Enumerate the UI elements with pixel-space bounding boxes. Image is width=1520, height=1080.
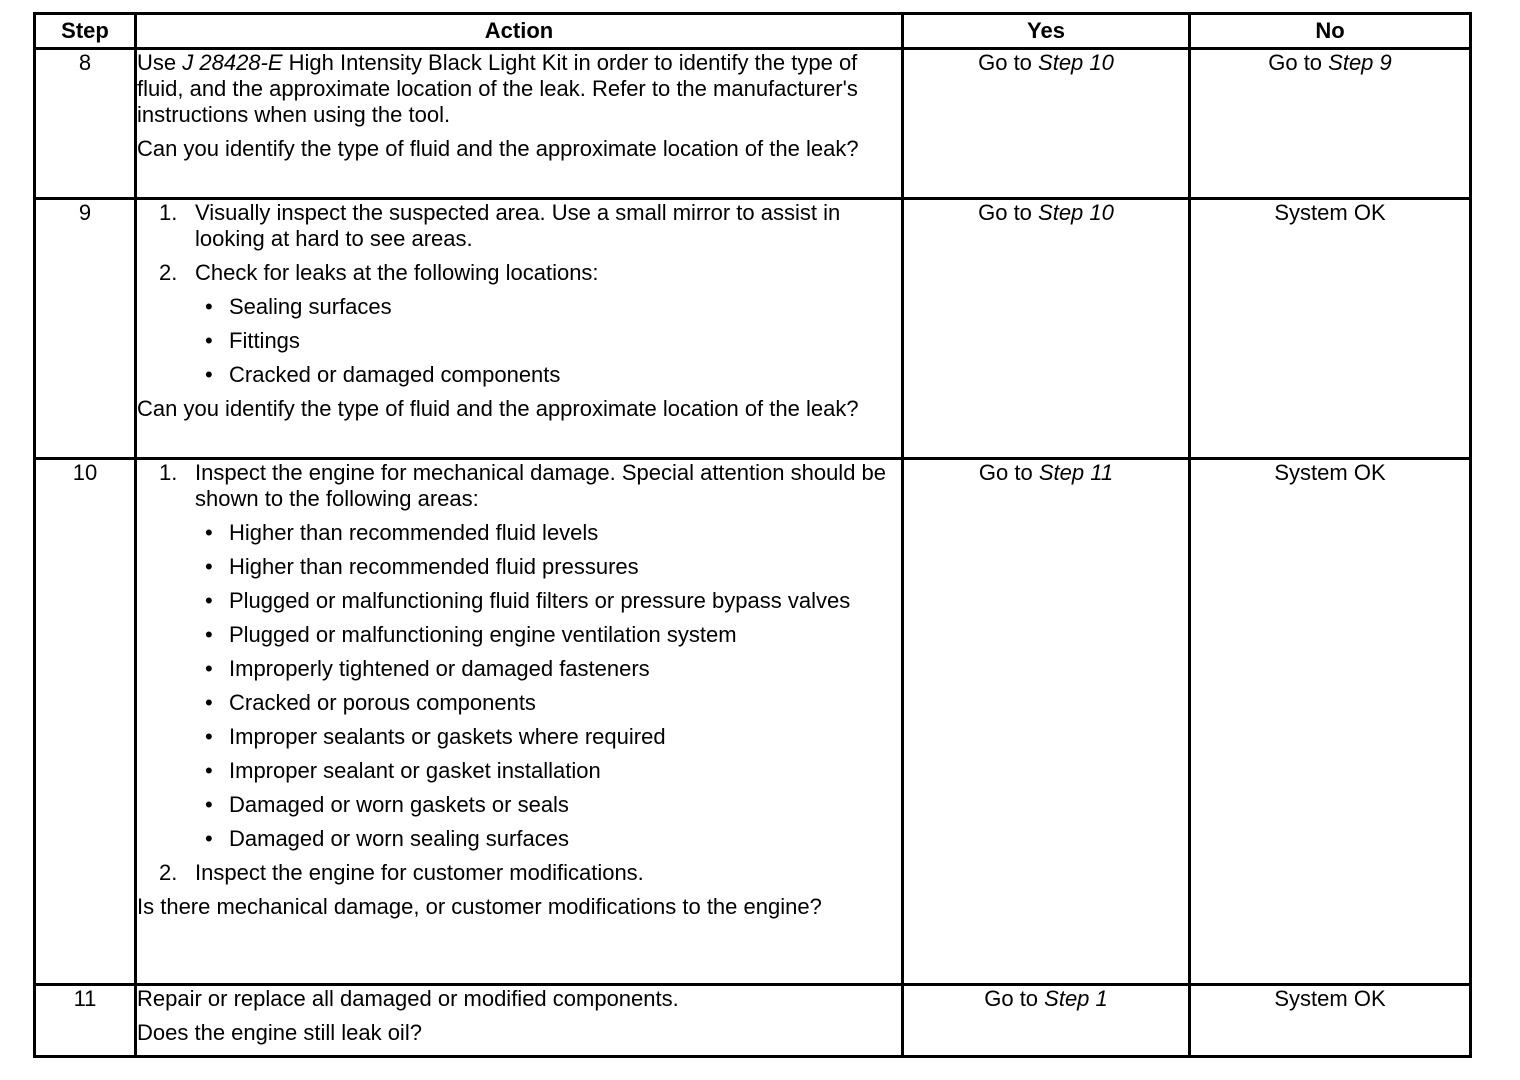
bullet-item: • Higher than recommended fluid levels [205, 520, 599, 545]
bullet-icon: • [205, 690, 213, 715]
step-number: 9 [35, 199, 136, 459]
bullet-item: • Plugged or malfunctioning engine ventilation system [205, 622, 737, 647]
table-row-step-11 [35, 985, 1471, 1057]
bullet-item: • Damaged or worn sealing surfaces [205, 826, 569, 851]
bullet-icon: • [205, 792, 213, 817]
table-row-step-10 [35, 459, 1471, 985]
bullet-icon: • [205, 362, 213, 387]
no-result: System OK [1190, 459, 1471, 985]
instruction-text: Use J 28428-E High Intensity Black Light Kit in order to identify the type of fluid, and the approximate location of the leak. Refer to the manufacturer's instructions when using the tool. [137, 50, 858, 127]
header-no: No [1190, 14, 1471, 49]
bullet-icon: • [205, 724, 213, 749]
bullet-item: • Damaged or worn gaskets or seals [205, 792, 569, 817]
bullet-icon: • [205, 622, 213, 647]
step-number: 11 [35, 985, 136, 1057]
bullet-icon: • [205, 294, 213, 319]
numbered-item: 2. Check for leaks at the following locations: [159, 260, 599, 285]
numbered-item: 1. Inspect the engine for mechanical damage. Special attention should be shown to the following areas: [159, 460, 887, 511]
bullet-item: • Sealing surfaces [205, 294, 392, 319]
bullet-icon: • [205, 758, 213, 783]
table-row-step-8 [35, 49, 1471, 199]
action-cell [136, 459, 903, 985]
bullet-icon: • [205, 520, 213, 545]
diagnostic-table [33, 12, 1472, 1058]
step-link[interactable]: Step 1 [1044, 986, 1108, 1011]
bullet-item: • Cracked or damaged components [205, 362, 561, 387]
tool-reference: J 28428-E [182, 50, 283, 75]
numbered-item: 1. Visually inspect the suspected area. Use a small mirror to assist in looking at hard to see areas. [159, 200, 841, 251]
action-cell [136, 985, 903, 1057]
bullet-item: • Fittings [205, 328, 300, 353]
bullet-item: • Improperly tightened or damaged fasteners [205, 656, 650, 681]
bullet-item: • Improper sealants or gaskets where required [205, 724, 666, 749]
yes-result: Go to Step 10 [903, 49, 1190, 199]
step-link[interactable]: Step 11 [1038, 460, 1114, 485]
bullet-icon: • [205, 554, 213, 579]
bullet-icon: • [205, 826, 213, 851]
bullet-icon: • [205, 328, 213, 353]
no-result: Go to Step 9 [1190, 49, 1471, 199]
bullet-item: • Plugged or malfunctioning fluid filters or pressure bypass valves [205, 588, 851, 613]
bullet-item: • Improper sealant or gasket installation [205, 758, 601, 783]
header-row [35, 14, 1471, 49]
header-action: Action [136, 14, 903, 49]
yes-result: Go to Step 11 [903, 459, 1190, 985]
action-cell [136, 199, 903, 459]
bullet-icon: • [205, 656, 213, 681]
yes-result: Go to Step 1 [903, 985, 1190, 1057]
bullet-icon: • [205, 588, 213, 613]
table-row-step-9 [35, 199, 1471, 459]
step-number: 8 [35, 49, 136, 199]
header-step: Step [35, 14, 136, 49]
bullet-item: • Higher than recommended fluid pressures [205, 554, 639, 579]
question-text: Can you identify the type of fluid and the approximate location of the leak? [137, 396, 859, 421]
question-text: Can you identify the type of fluid and the approximate location of the leak? [137, 136, 859, 161]
question-text: Is there mechanical damage, or customer modifications to the engine? [137, 894, 822, 919]
step-number: 10 [35, 459, 136, 985]
no-result: System OK [1190, 985, 1471, 1057]
step-link[interactable]: Step 10 [1038, 50, 1114, 75]
no-result: System OK [1190, 199, 1471, 459]
yes-result: Go to Step 10 [903, 199, 1190, 459]
header-yes: Yes [903, 14, 1190, 49]
step-link[interactable]: Step 9 [1328, 50, 1392, 75]
action-cell [136, 49, 903, 199]
bullet-item: • Cracked or porous components [205, 690, 536, 715]
numbered-item: 2. Inspect the engine for customer modifications. [159, 860, 644, 885]
instruction-text: Repair or replace all damaged or modified components. [137, 986, 679, 1011]
step-link[interactable]: Step 10 [1038, 200, 1114, 225]
question-text: Does the engine still leak oil? [137, 1020, 422, 1045]
